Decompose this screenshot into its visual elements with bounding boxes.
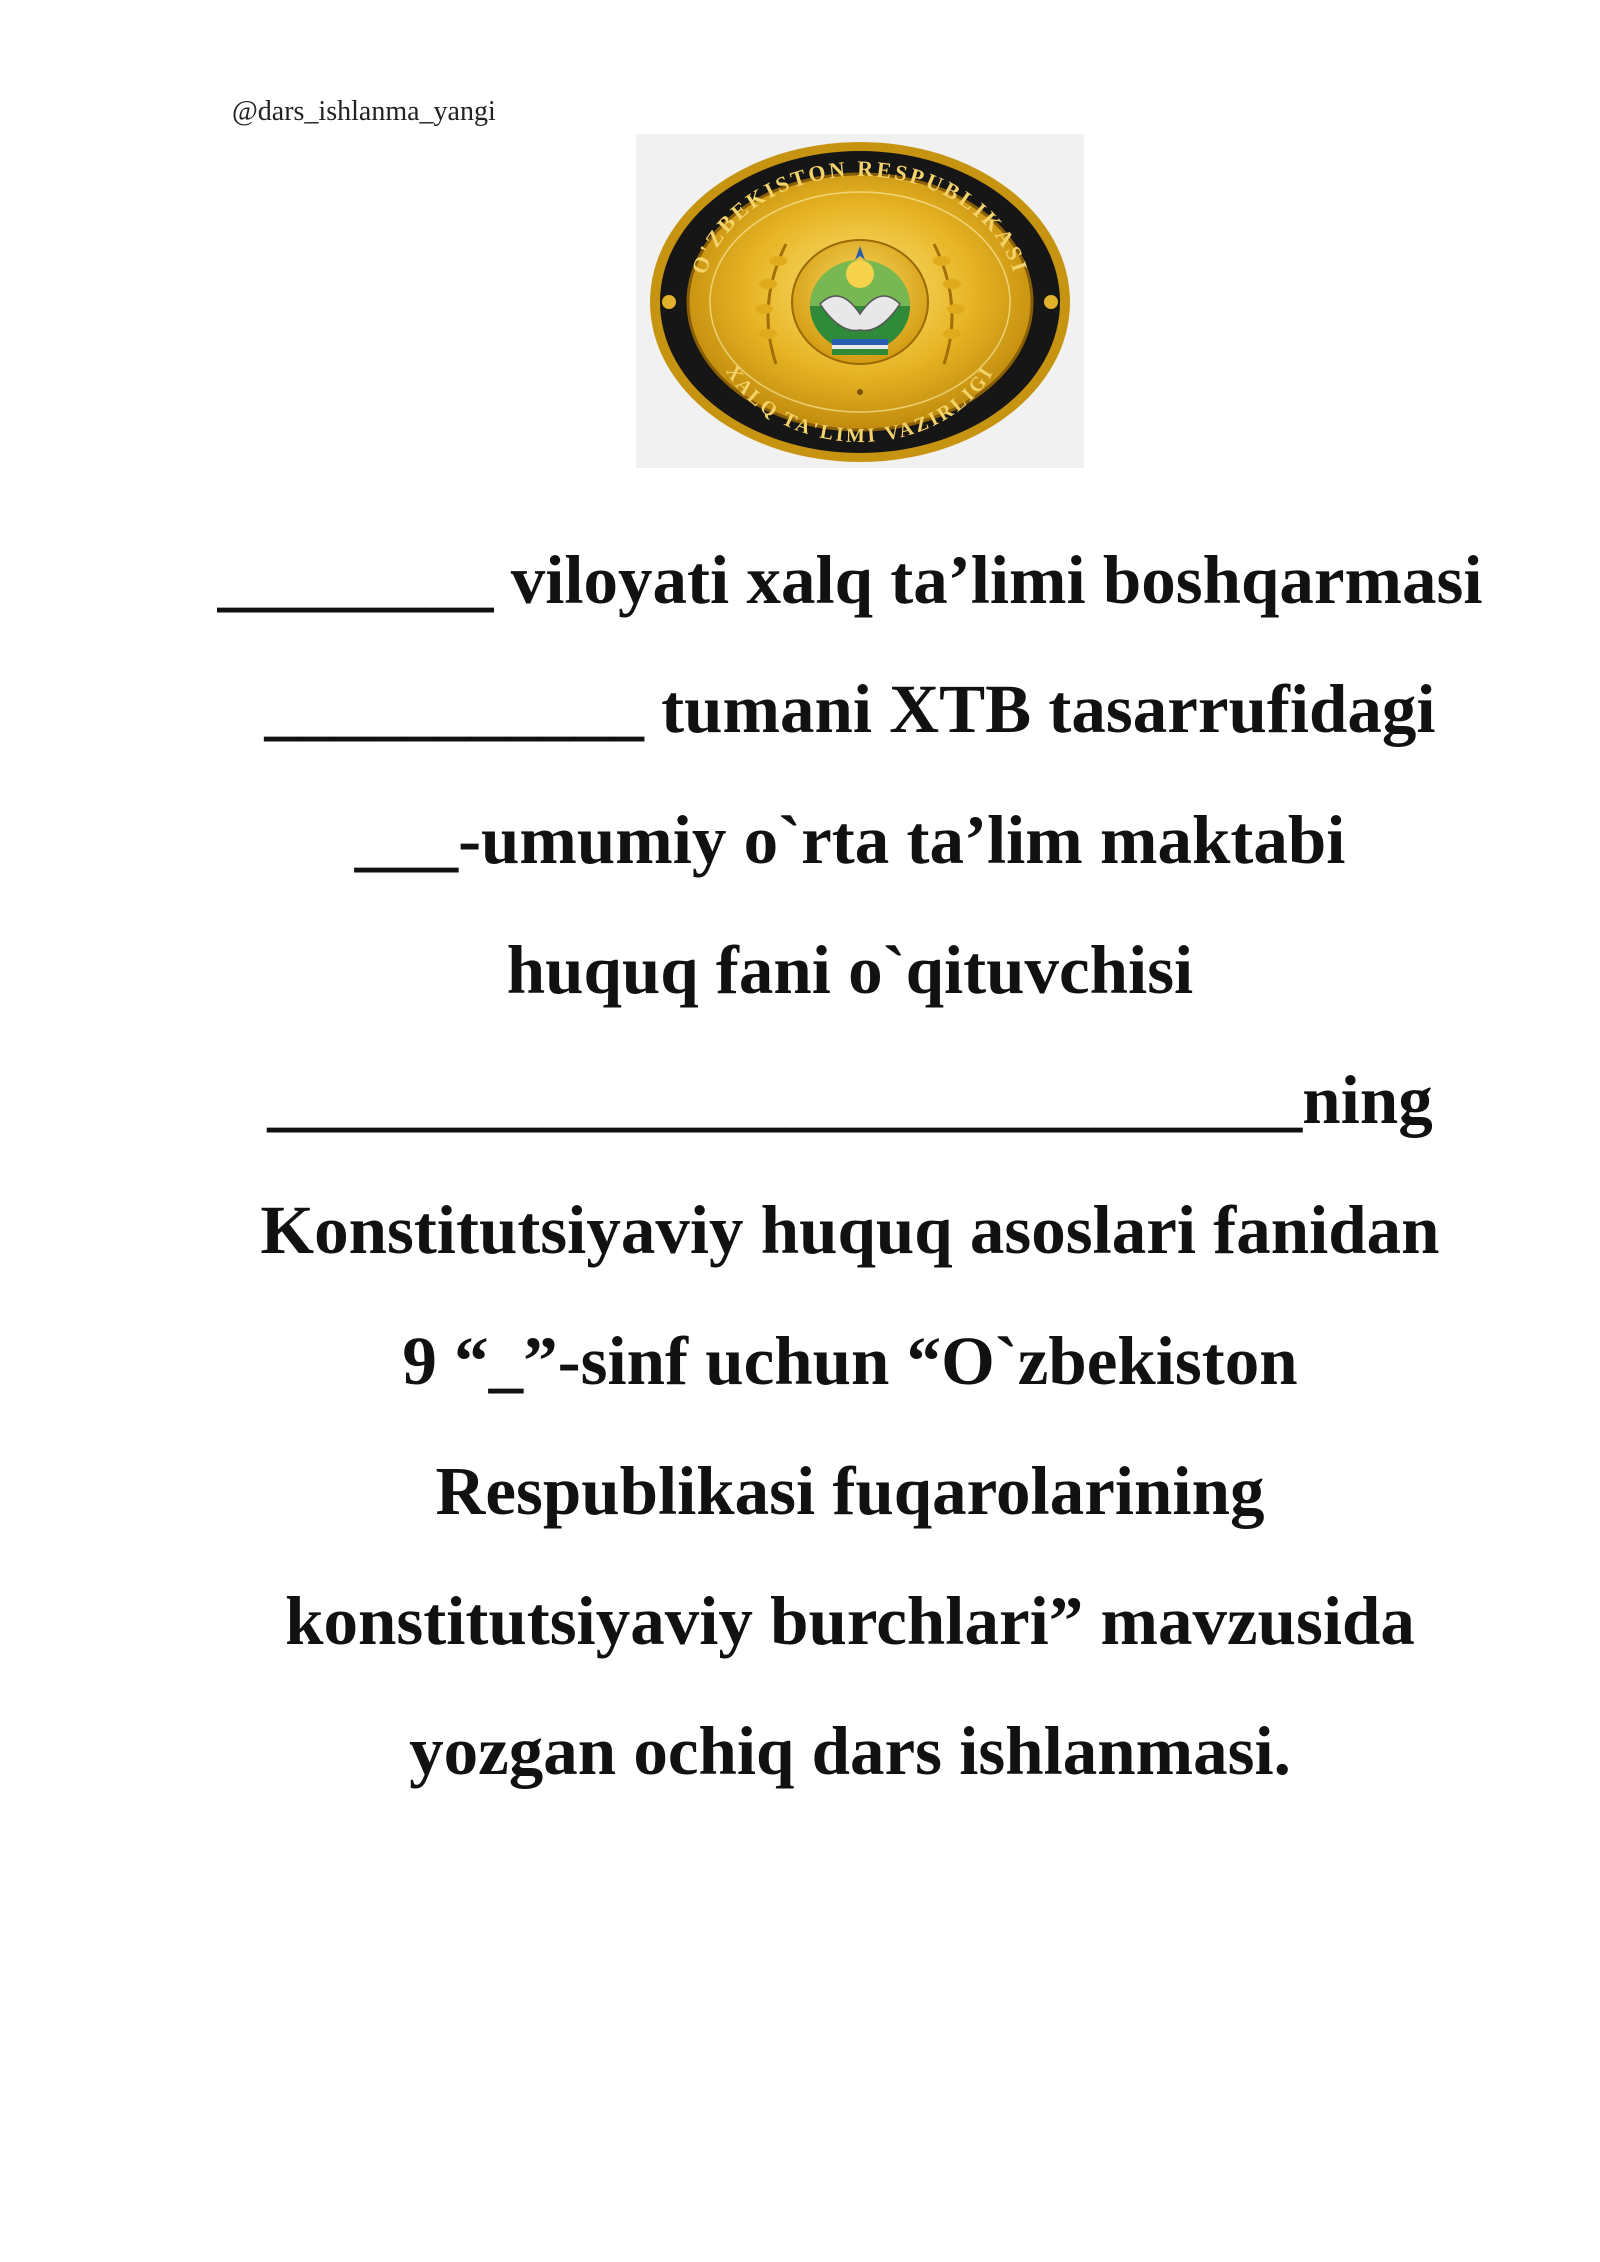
title-line-subject-teacher: huquq fani o`qituvchisi <box>506 932 1194 1008</box>
title-line-topic-part2: konstitutsiyaviy burchlari” mavzusida <box>285 1583 1415 1659</box>
emblem-top-text: O'ZBEKISTON RESPUBLIKASI <box>686 155 1034 278</box>
title-line-teacher-name: ______________________________ning <box>267 1062 1433 1138</box>
title-line-course: Konstitutsiyaviy huquq asoslari fanidan <box>260 1192 1440 1268</box>
title-line-school: ___-umumiy o`rta ta’lim maktabi <box>354 802 1346 878</box>
channel-handle: @dars_ishlanma_yangi <box>232 96 496 127</box>
title-line-region: ________ viloyati xalq ta’limi boshqarmasi <box>217 542 1483 618</box>
ministry-emblem-logo <box>636 134 1084 468</box>
title-line-district: ___________ tumani XTB tasarrufidagi <box>264 671 1436 747</box>
title-line-grade: 9 “_”-sinf uchun “O`zbekiston <box>402 1323 1298 1399</box>
title-line-closing: yozgan ochiq dars ishlanmasi. <box>409 1713 1291 1789</box>
emblem-bottom-text: XALQ TA'LIMI VAZIRLIGI <box>721 361 999 448</box>
title-line-topic-part1: Respublikasi fuqarolarining <box>435 1453 1265 1529</box>
